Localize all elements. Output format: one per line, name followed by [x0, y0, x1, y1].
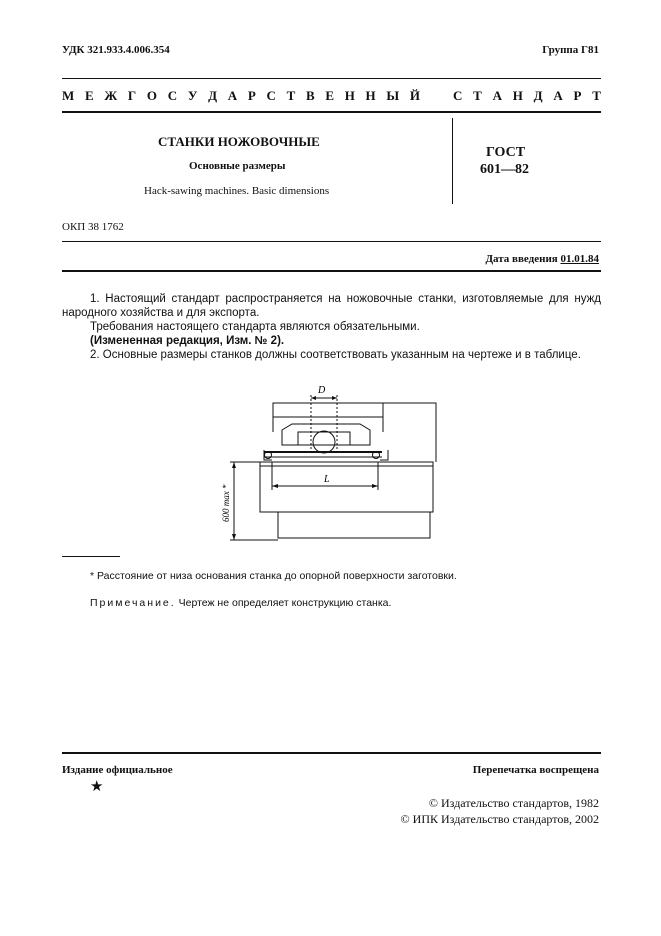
copyright-2002: © ИПК Издательство стандартов, 2002: [400, 812, 599, 826]
intro-date: [485, 253, 599, 265]
official-edition: Издание официальное: [62, 764, 173, 776]
machine-base: [278, 512, 430, 538]
english-title: Hack-sawing machines. Basic dimensions: [144, 185, 330, 197]
banner-letter: Ы: [386, 88, 400, 103]
gost-label: ГОСТ: [486, 145, 526, 160]
group-code: Группа Г81: [542, 44, 599, 56]
workpiece-circle: [313, 431, 335, 453]
banner-letter: Г: [127, 88, 137, 103]
banner-letter: А: [492, 88, 502, 103]
banner-letter: Е: [84, 88, 94, 103]
paragraph-2: Требования настоящего стандарта являются обязательными.: [90, 321, 420, 333]
standard-banner: [62, 88, 601, 104]
date-rule: [62, 270, 601, 272]
banner-letter: Т: [286, 88, 296, 103]
title-divider: [452, 118, 453, 204]
banner-letter: Н: [512, 88, 523, 103]
amendment-note: (Измененная редакция, Изм. № 2).: [90, 335, 285, 347]
intro-date-value: 01.01.84: [560, 253, 599, 265]
upper-frame: [273, 403, 383, 417]
machine-drawing: [200, 380, 445, 545]
footnote: * Расстояние от низа основания станка до опорной поверхности заготовки.: [90, 570, 457, 582]
banner-letter: В: [305, 88, 315, 103]
note: [90, 597, 391, 609]
footer-rule: [62, 752, 601, 754]
machine-table: [260, 462, 433, 512]
banner-letter: Н: [365, 88, 376, 103]
height-extension-lines: [230, 462, 278, 540]
banner-letter: А: [553, 88, 563, 103]
right-body: [383, 403, 436, 462]
banner-letter: У: [187, 88, 198, 103]
bow-inner: [298, 432, 350, 445]
label-d: D: [318, 385, 326, 396]
banner-letter: С: [453, 88, 463, 103]
body-text: [62, 292, 601, 362]
gost-number: 601—82: [480, 162, 529, 177]
banner-letter: Н: [344, 88, 355, 103]
label-height: 600 max *: [221, 484, 231, 522]
banner-letter: С: [266, 88, 276, 103]
banner-letter: Т: [592, 88, 601, 103]
banner-letter: Ж: [104, 88, 118, 103]
udk-code: УДК 321.933.4.006.354: [62, 44, 170, 56]
banner-letter: Е: [325, 88, 334, 103]
okp-code: ОКП 38 1762: [62, 221, 124, 233]
document-title: СТАНКИ НОЖОВОЧНЫЕ: [158, 134, 320, 149]
banner-letter: Р: [247, 88, 256, 103]
intro-date-label: Дата введения: [485, 253, 558, 265]
paragraph-3: 2. Основные размеры станков должны соответствовать указанным на чертеже и в таблице.: [90, 349, 581, 361]
banner-letter: С: [167, 88, 178, 103]
banner-rule: [62, 111, 601, 113]
note-label: Примечание.: [90, 597, 176, 609]
document-subtitle: Основные размеры: [189, 160, 286, 172]
banner-letter: Д: [533, 88, 543, 103]
label-l: L: [324, 474, 330, 485]
banner-letter: А: [227, 88, 238, 103]
banner-letter: Д: [208, 88, 218, 103]
banner-left: [62, 88, 420, 104]
copyright-1982: © Издательство стандартов, 1982: [428, 796, 599, 810]
note-text: Чертеж не определяет конструкцию станка.: [178, 597, 392, 609]
banner-letter: Т: [473, 88, 482, 103]
reprint-prohibited: Перепечатка воспрещена: [472, 764, 599, 776]
banner-right: [453, 88, 601, 104]
banner-letter: О: [146, 88, 158, 103]
okp-rule: [62, 241, 601, 242]
saw-bow: [282, 424, 370, 445]
banner-letter: Р: [573, 88, 582, 103]
top-rule: [62, 78, 601, 79]
footnote-separator: [62, 556, 120, 557]
paragraph-1: 1. Настоящий стандарт распространяется на ножовочные станки, изготовляемые для нужд народного хозяйства и для экспорта.: [62, 293, 601, 319]
star-icon: ★: [90, 779, 104, 795]
banner-letter: М: [62, 88, 75, 103]
banner-letter: Й: [409, 88, 420, 103]
